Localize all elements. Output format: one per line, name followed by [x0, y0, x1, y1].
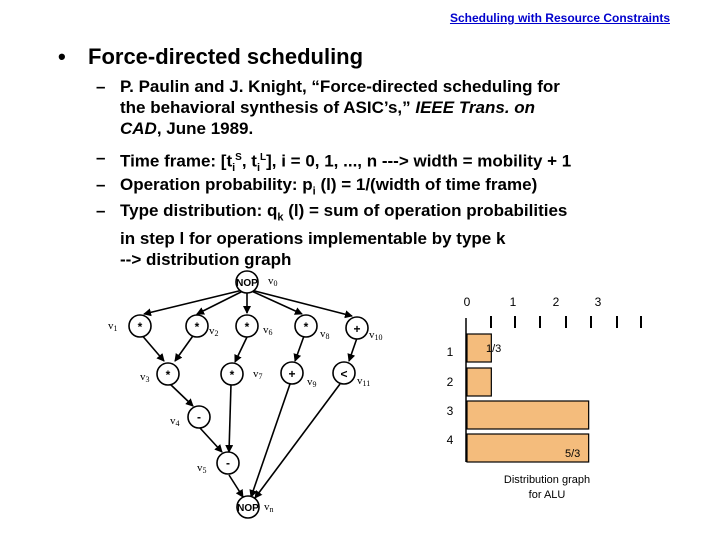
- node-v11-label: v11: [357, 375, 371, 388]
- node-v10: [346, 317, 383, 342]
- node-v5: [197, 452, 239, 475]
- node-v7: [221, 363, 263, 385]
- data-label: 5/3: [565, 448, 581, 460]
- node-v11: [333, 362, 370, 388]
- node-v5-label: v5: [197, 462, 207, 475]
- x-tick-label: 1: [509, 295, 517, 309]
- node-v0-op: NOP: [236, 278, 258, 289]
- node-v7-op: *: [229, 368, 235, 382]
- edge-v4-v5: [200, 428, 222, 452]
- data-label: 1/3: [486, 343, 502, 355]
- type-distribution-line-1: Type distribution: $q_k$ (l) = sum of operation probabilities: [120, 201, 568, 224]
- edge-v3-v4: [170, 384, 193, 406]
- node-vn: [237, 496, 274, 518]
- node-v11-op: <: [340, 367, 348, 381]
- edge-v0-v1: [144, 289, 247, 314]
- edge-v11-vn: [255, 384, 340, 498]
- edge-v0-v10: [247, 289, 352, 316]
- node-v8-label: v8: [320, 328, 330, 341]
- node-v9-label: v9: [307, 376, 317, 389]
- edge-v2-v3: [175, 333, 195, 361]
- node-v4-label: v4: [170, 415, 180, 428]
- probability-text: Operation probability: $p_i$ (l) = 1/(width of time frame): [120, 175, 538, 198]
- type-distribution-line-3: --> distribution graph: [120, 250, 292, 270]
- edge-v6-v7: [235, 337, 247, 362]
- node-v6-label: v6: [263, 324, 273, 337]
- node-v10-label: v10: [369, 329, 383, 342]
- node-v4-op: -: [197, 410, 201, 424]
- node-v2-op: *: [194, 320, 200, 334]
- edge-v8-v9: [295, 336, 304, 361]
- node-v0: [236, 271, 278, 293]
- distribution-bar: [467, 401, 589, 429]
- node-v3-label: v3: [140, 371, 150, 384]
- sub-bullet-dash: –: [96, 148, 106, 167]
- sub-bullet-dash: –: [96, 201, 106, 220]
- chart-caption-line-1: Distribution graph: [503, 474, 591, 486]
- step-label: 3: [446, 404, 454, 418]
- node-v6-op: *: [244, 320, 250, 334]
- type-distribution-line-2: in step l for operations implementable by type k: [120, 229, 506, 249]
- reference-line-1: P. Paulin and J. Knight, “Force-directed scheduling for: [120, 77, 560, 96]
- x-tick-label: 3: [594, 295, 602, 309]
- distribution-graph: [447, 295, 641, 501]
- edge-v9-vn: [251, 384, 290, 497]
- node-v10-op: +: [353, 322, 361, 336]
- node-v0-label: v0: [268, 275, 278, 288]
- node-v2-label: v2: [209, 325, 219, 338]
- step-label: 2: [446, 375, 454, 389]
- node-v3: [140, 363, 179, 385]
- chart-caption-line-2: for ALU: [528, 489, 566, 501]
- node-v7-label: v7: [253, 368, 263, 381]
- node-v2: [186, 315, 219, 338]
- node-vn-label: vn: [264, 501, 274, 514]
- slide-header: Scheduling with Resource Constraints: [449, 11, 670, 25]
- reference-line-2: the behavioral synthesis of ASIC’s,” IEEE Trans. on: [120, 98, 536, 117]
- step-label: 1: [446, 345, 454, 359]
- node-v1-op: *: [137, 320, 143, 334]
- edge-v7-v5: [229, 384, 231, 452]
- reference-line-3: CAD, June 1989.: [120, 119, 254, 138]
- node-v1-label: v1: [108, 320, 118, 333]
- node-v1: [108, 315, 151, 337]
- node-v9: [281, 362, 317, 389]
- x-tick-label: 2: [552, 295, 560, 309]
- node-v4: [170, 406, 210, 428]
- distribution-bar: [467, 368, 491, 396]
- step-label: 4: [446, 433, 454, 447]
- node-vn-op: NOP: [237, 503, 259, 514]
- edge-v5-vn: [229, 475, 243, 497]
- x-tick-label: 0: [463, 295, 471, 309]
- edge-v0-v2: [197, 289, 247, 314]
- sub-bullet-dash: –: [96, 175, 106, 194]
- edge-v10-v11: [349, 338, 357, 361]
- node-v8-op: *: [303, 320, 309, 334]
- time-frame-text: Time frame: [$t_i^S$, $t_i^L$], i = 0, 1, ..., n ---> width = mobility + 1: [120, 151, 572, 175]
- main-bullet-text: Force-directed scheduling: [88, 44, 364, 69]
- node-v8: [295, 315, 330, 341]
- sub-bullet-dash: –: [96, 77, 106, 96]
- bullet-dot: •: [58, 44, 66, 69]
- node-v3-op: *: [165, 368, 171, 382]
- node-v6: [236, 315, 273, 337]
- node-v5-op: -: [226, 456, 230, 470]
- node-v9-op: +: [288, 367, 296, 381]
